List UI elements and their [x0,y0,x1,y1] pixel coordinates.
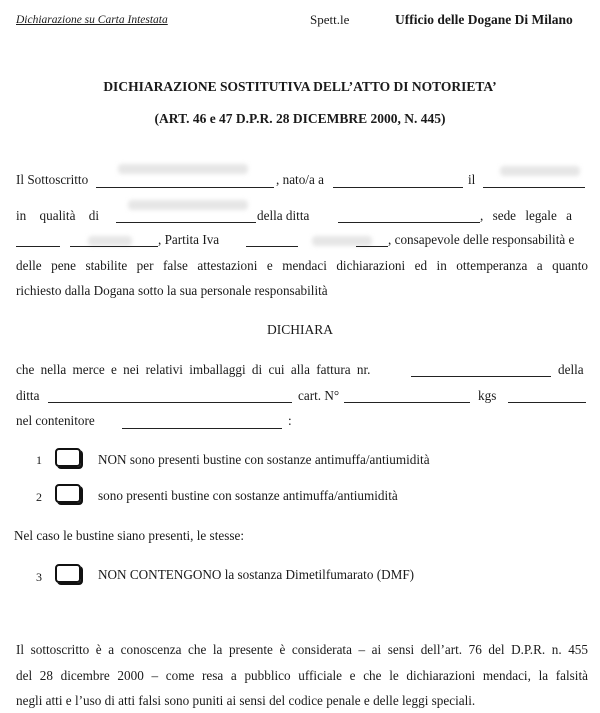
kgs-label: kgs [478,388,497,403]
option-2-checkbox[interactable] [55,484,81,503]
option-1-text: NON sono presenti bustine con sostanze antimuffa/antiumidità [98,452,430,467]
redacted-name [118,164,248,174]
il-label: il [468,172,476,187]
option-3-checkbox[interactable] [55,564,81,583]
role-field[interactable] [116,222,256,223]
vat-field-a[interactable] [246,246,298,247]
contenitore-label: nel contenitore [16,413,95,428]
body-line-4: richiesto dalla Dogana sotto la sua personale responsabilità [16,283,328,298]
dichiara-heading: DICHIARA [267,322,333,337]
sottoscritto-label: Il Sottoscritto [16,172,89,187]
option-2-text: sono presenti bustine con sostanze antimuffa/antiumidità [98,488,398,503]
ditta-field[interactable] [48,402,292,403]
option-2-number: 2 [36,490,42,504]
cartons-field[interactable] [344,402,470,403]
city-field[interactable] [16,246,60,247]
option-3-number: 3 [36,570,42,584]
merce-intro: che nella merce e nei relativi imballaggi di cui alla fattura nr. [16,362,371,377]
qualita-label: in qualità di [16,208,99,223]
letterhead-note: Dichiarazione su Carta Intestata [16,14,168,26]
spett-label: Spett.le [310,12,350,27]
redacted-role [128,200,248,210]
redacted-vat [312,236,372,246]
company-field[interactable] [338,222,480,223]
contenitore-colon: : [288,413,292,428]
name-field[interactable] [96,187,274,188]
caso-text: Nel caso le bustine siano presenti, le stesse: [14,528,244,543]
birthplace-field[interactable] [333,187,463,188]
ditta-label: ditta [16,388,40,403]
vat-field-b[interactable] [356,246,388,247]
container-field[interactable] [122,428,282,429]
birthdate-field[interactable] [483,187,585,188]
option-1-checkbox[interactable] [55,448,81,467]
closing-line-1: Il sottoscritto è a conoscenza che la presente è considerata – ai sensi dell’art. 76 del D.P.R. n. 455 [16,642,588,657]
option-1-number: 1 [36,453,42,467]
closing-line-3: negli atti e l’uso di atti falsi sono puniti ai sensi del codice penale e delle leggi speciali. [16,693,476,708]
della-label: della [558,362,584,377]
redacted-date [500,166,580,176]
della-ditta-label: della ditta [257,208,310,223]
nato-label: , nato/a a [276,172,324,187]
address-field[interactable] [70,246,158,247]
cart-label: cart. N° [298,388,340,403]
consapevole-label: , consapevole delle responsabilità e [388,232,575,247]
closing-line-2: del 28 dicembre 2000 – come resa a pubblico ufficiale e che le dichiarazioni mendaci, la falsità [16,668,588,683]
partita-iva-label: , Partita Iva [158,232,220,247]
recipient: Ufficio delle Dogane Di Milano [395,12,573,27]
document-title: DICHIARAZIONE SOSTITUTIVA DELL’ATTO DI NOTORIETA’ [103,79,497,94]
redacted-city [88,236,132,246]
option-3-text: NON CONTENGONO la sostanza Dimetilfumarato (DMF) [98,567,415,582]
sede-label: , sede legale a [480,208,572,223]
document-subtitle: (ART. 46 e 47 D.P.R. 28 DICEMBRE 2000, N. 445) [154,111,446,126]
body-line-3: delle pene stabilite per false attestazioni e mendaci dichiarazioni ed in ottemperanza a quanto [16,258,588,273]
invoice-number-field[interactable] [411,376,551,377]
weight-field[interactable] [508,402,586,403]
